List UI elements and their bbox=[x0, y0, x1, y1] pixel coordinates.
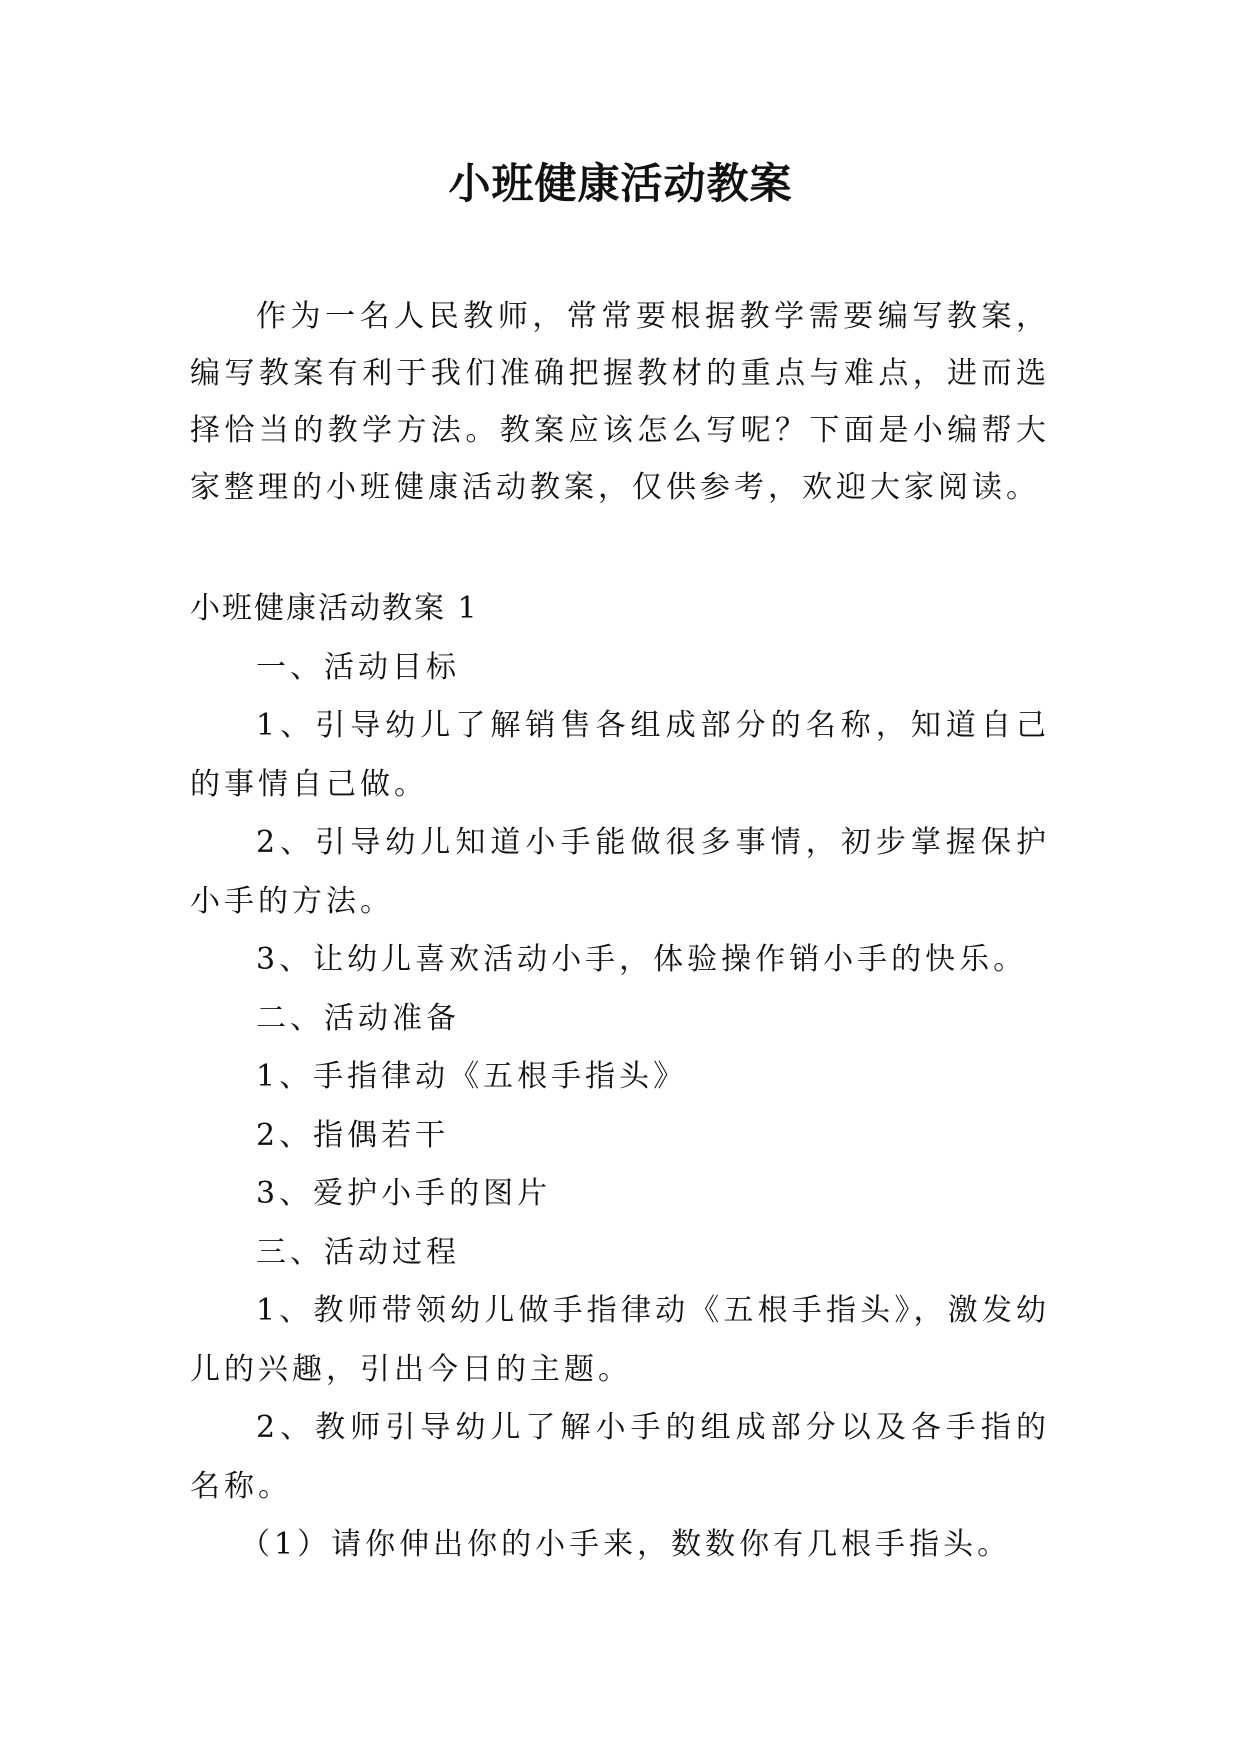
goal-item-3: 3、让幼儿喜欢活动小手，体验操作销小手的快乐。 bbox=[256, 942, 1028, 977]
document-title: 小班健康活动教案 bbox=[448, 159, 793, 208]
preparation-item-3: 3、爱护小手的图片 bbox=[256, 1176, 552, 1211]
preparation-item-2: 2、指偶若干 bbox=[256, 1117, 450, 1153]
preparation-item-1: 1、手指律动《五根手指头》 bbox=[256, 1059, 688, 1094]
process-item-2: 2、教师引导幼儿了解小手的组成部分以及各手指的名称。 bbox=[190, 1410, 1050, 1504]
goal-item-1: 1、引导幼儿了解销售各组成部分的名称，知道自己的事情自己做。 bbox=[190, 708, 1050, 802]
goal-item-2: 2、引导幼儿知道小手能做很多事情，初步掌握保护小手的方法。 bbox=[190, 825, 1050, 919]
heading-activity-preparation: 二、活动准备 bbox=[256, 1000, 460, 1036]
process-item-1: 1、教师带领幼儿做手指律动《五根手指头》，激发幼儿的兴趣，引出今日的主题。 bbox=[190, 1293, 1050, 1387]
heading-activity-process: 三、活动过程 bbox=[256, 1234, 460, 1270]
lesson-plan-content bbox=[190, 580, 1050, 1575]
section-title: 小班健康活动教案 1 bbox=[190, 591, 479, 626]
process-subitem-1: （1）请你伸出你的小手来，数数你有几根手指头。 bbox=[240, 1527, 1012, 1562]
intro-paragraph: 作为一名人民教师，常常要根据教学需要编写教案，编写教案有利于我们准确把握教材的重点与难点，进而选择恰当的教学方法。教案应该怎么写呢？下面是小编帮大家整理的小班健康活动教案，仅供参考，欢迎大家阅读。 bbox=[190, 299, 1050, 505]
heading-activity-goals: 一、活动目标 bbox=[256, 649, 460, 685]
